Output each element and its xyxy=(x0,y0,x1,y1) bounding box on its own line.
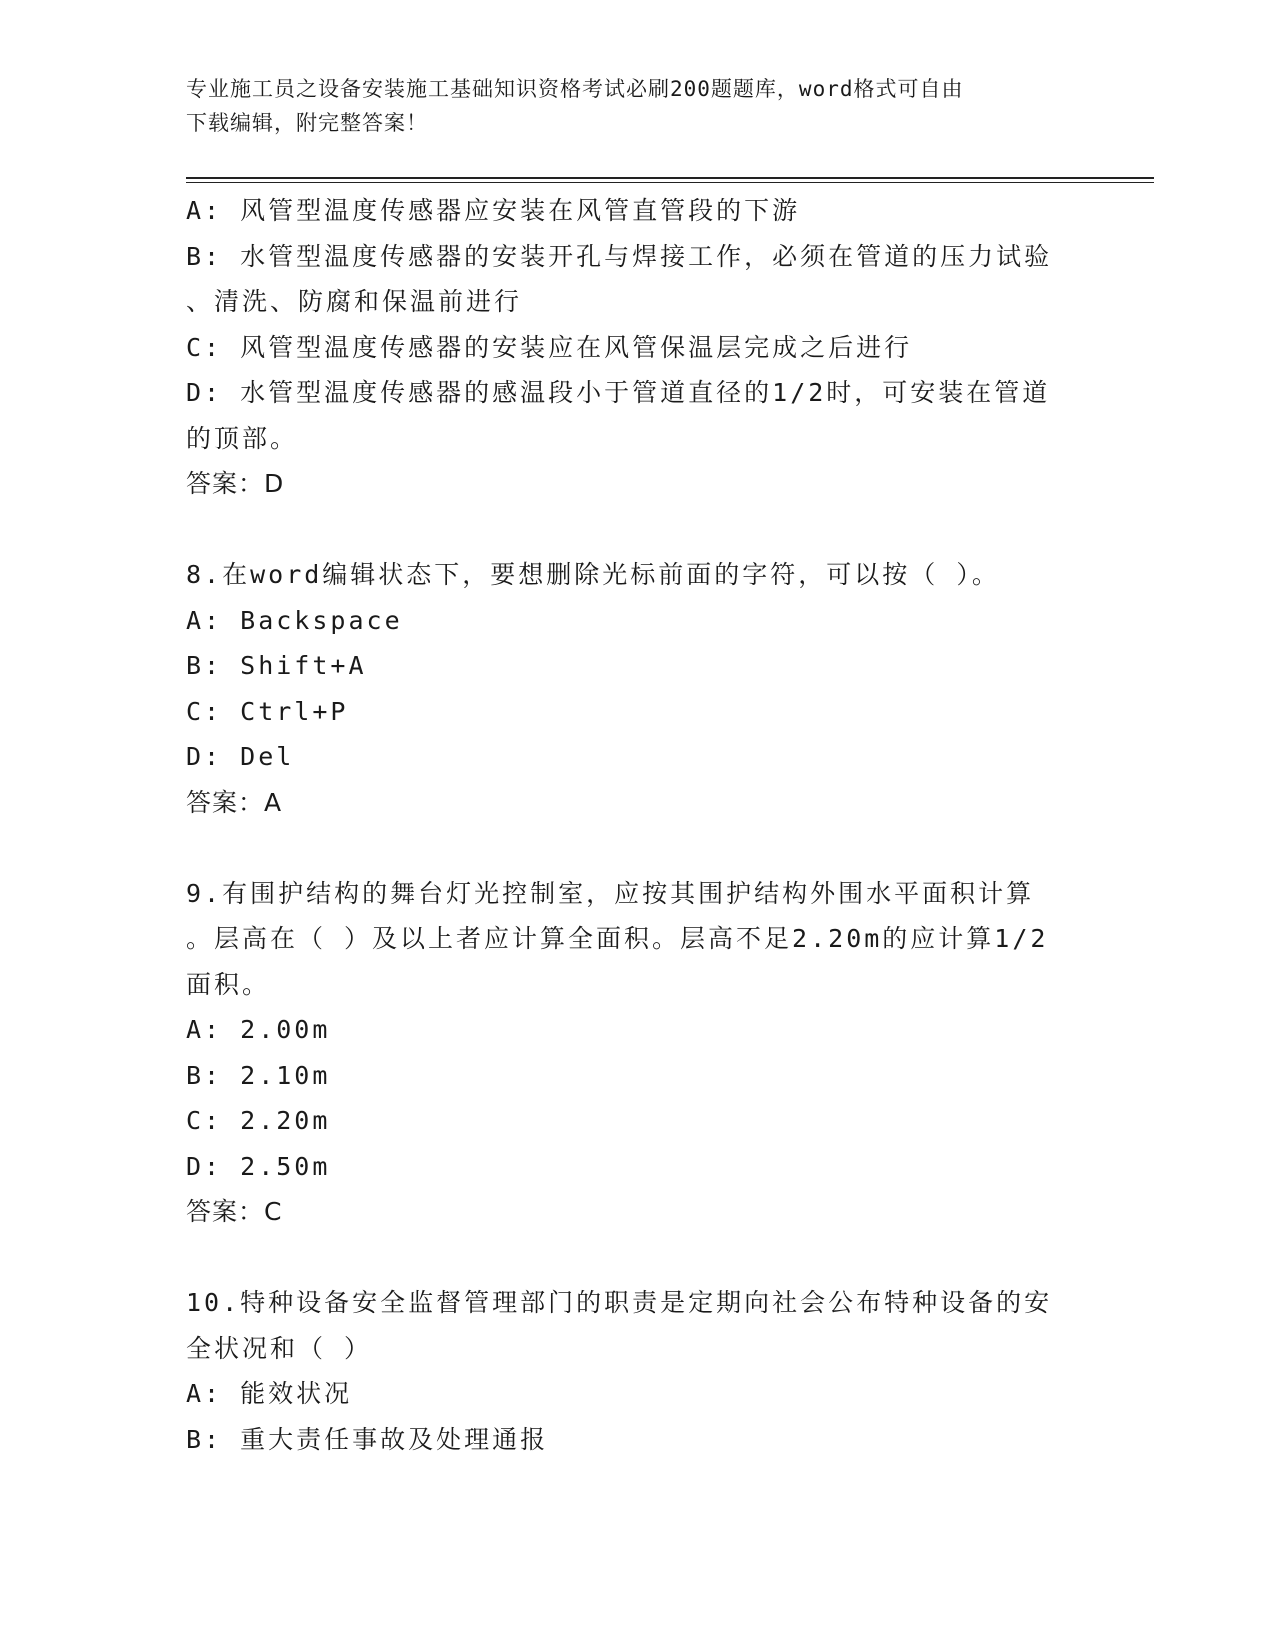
option-d-cont: 的顶部。 xyxy=(186,423,299,453)
header-line-2: 下载编辑，附完整答案！ xyxy=(186,111,428,135)
option-b: B: 重大责任事故及处理通报 xyxy=(186,1424,549,1454)
option-d: D: Del xyxy=(186,742,295,771)
question-10 xyxy=(186,1280,1066,1462)
question-9 xyxy=(186,871,1066,1235)
option-c: C: 风管型温度传感器的安装应在风管保温层完成之后进行 xyxy=(186,332,913,362)
question-text-cont: 全状况和（ ） xyxy=(186,1333,373,1363)
question-text: 10.特种设备安全监督管理部门的职责是定期向社会公布特种设备的安 xyxy=(186,1288,1053,1317)
header-rule-thick xyxy=(186,177,1154,179)
option-d: D: 水管型温度传感器的感温段小于管道直径的1/2时，可安装在管道 xyxy=(186,378,1051,407)
option-d: D: 2.50m xyxy=(186,1151,331,1181)
answer: 答案：C xyxy=(186,1197,283,1226)
spacer xyxy=(186,507,1066,553)
spacer xyxy=(186,1235,1066,1281)
option-a: A: 风管型温度传感器应安装在风管直管段的下游 xyxy=(186,196,801,225)
document-header xyxy=(186,72,1066,140)
spacer xyxy=(186,825,1066,871)
option-b: B: 水管型温度传感器的安装开孔与焊接工作，必须在管道的压力试验 xyxy=(186,241,1053,271)
header-rule-thin xyxy=(186,182,1154,183)
option-a: A: 2.00m xyxy=(186,1015,331,1044)
question-text-cont: 。层高在（ ）及以上者应计算全面积。层高不足2.20m的应计算1/2 xyxy=(186,924,1049,953)
question-text: 8.在word编辑状态下，要想删除光标前面的字符，可以按（ ）。 xyxy=(186,560,1000,589)
question-text-cont: 面积。 xyxy=(186,969,271,999)
question-7-options xyxy=(186,188,1066,507)
option-a: A: 能效状况 xyxy=(186,1379,353,1408)
option-b: B: 2.10m xyxy=(186,1060,331,1090)
question-list xyxy=(186,188,1066,1462)
option-a: A: Backspace xyxy=(186,605,403,635)
question-8 xyxy=(186,552,1066,825)
option-b-cont: 、清洗、防腐和保温前进行 xyxy=(186,287,523,316)
question-text: 9.有围护结构的舞台灯光控制室，应按其围护结构外围水平面积计算 xyxy=(186,878,1035,908)
answer: 答案：A xyxy=(186,787,283,817)
option-c: C: Ctrl+P xyxy=(186,696,349,726)
option-b: B: Shift+A xyxy=(186,651,367,680)
option-c: C: 2.20m xyxy=(186,1106,331,1135)
answer: 答案：D xyxy=(186,469,285,498)
header-line-1: 专业施工员之设备安装施工基础知识资格考试必刷200题题库，word格式可自由 xyxy=(186,77,964,101)
